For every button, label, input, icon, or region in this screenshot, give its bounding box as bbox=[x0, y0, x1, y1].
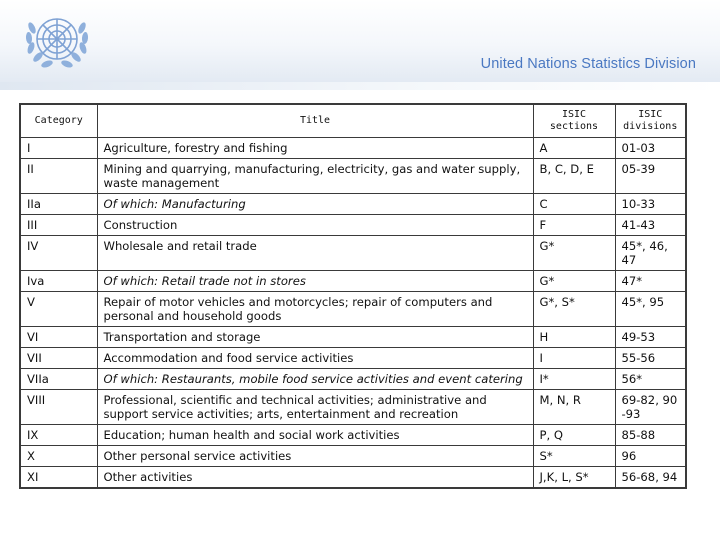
cell-title: Of which: Retail trade not in stores bbox=[97, 271, 533, 292]
cell-divisions: 56* bbox=[615, 369, 686, 390]
table-header-row bbox=[20, 104, 686, 138]
cell-title: Other activities bbox=[97, 467, 533, 489]
cell-sections: A bbox=[533, 138, 615, 159]
cell-title: Transportation and storage bbox=[97, 327, 533, 348]
cell-divisions: 45*, 95 bbox=[615, 292, 686, 327]
cell-category: VIIa bbox=[20, 369, 97, 390]
table-row bbox=[20, 467, 686, 489]
cell-divisions: 55-56 bbox=[615, 348, 686, 369]
column-header-title: Title bbox=[97, 104, 533, 138]
cell-category: IIa bbox=[20, 194, 97, 215]
cell-category: V bbox=[20, 292, 97, 327]
table-row bbox=[20, 327, 686, 348]
cell-sections: B, C, D, E bbox=[533, 159, 615, 194]
cell-sections: I bbox=[533, 348, 615, 369]
cell-divisions: 56-68, 94 bbox=[615, 467, 686, 489]
cell-divisions: 69-82, 90 -93 bbox=[615, 390, 686, 425]
table-row bbox=[20, 194, 686, 215]
cell-category: IV bbox=[20, 236, 97, 271]
table-row bbox=[20, 215, 686, 236]
table-row bbox=[20, 369, 686, 390]
cell-divisions: 05-39 bbox=[615, 159, 686, 194]
cell-title: Other personal service activities bbox=[97, 446, 533, 467]
cell-sections: F bbox=[533, 215, 615, 236]
cell-title: Construction bbox=[97, 215, 533, 236]
cell-category: III bbox=[20, 215, 97, 236]
table-row bbox=[20, 348, 686, 369]
cell-category: I bbox=[20, 138, 97, 159]
table-row bbox=[20, 271, 686, 292]
cell-sections: G* bbox=[533, 236, 615, 271]
cell-divisions: 85-88 bbox=[615, 425, 686, 446]
table-row bbox=[20, 159, 686, 194]
table-body bbox=[20, 138, 686, 489]
table-row bbox=[20, 236, 686, 271]
cell-sections: I* bbox=[533, 369, 615, 390]
cell-title: Mining and quarrying, manufacturing, electricity, gas and water supply, waste management bbox=[97, 159, 533, 194]
table-row bbox=[20, 138, 686, 159]
cell-category: VIII bbox=[20, 390, 97, 425]
cell-category: II bbox=[20, 159, 97, 194]
cell-sections: P, Q bbox=[533, 425, 615, 446]
table-row bbox=[20, 425, 686, 446]
cell-title: Repair of motor vehicles and motorcycles; repair of computers and personal and household goods bbox=[97, 292, 533, 327]
cell-sections: J,K, L, S* bbox=[533, 467, 615, 489]
cell-sections: G*, S* bbox=[533, 292, 615, 327]
table-container bbox=[19, 103, 687, 489]
isic-table bbox=[19, 103, 687, 489]
cell-title: Professional, scientific and technical activities; administrative and support service activities; arts, entertainment and recreation bbox=[97, 390, 533, 425]
cell-sections: M, N, R bbox=[533, 390, 615, 425]
table-row bbox=[20, 390, 686, 425]
cell-sections: G* bbox=[533, 271, 615, 292]
cell-sections: H bbox=[533, 327, 615, 348]
cell-divisions: 49-53 bbox=[615, 327, 686, 348]
cell-divisions: 01-03 bbox=[615, 138, 686, 159]
cell-divisions: 45*, 46, 47 bbox=[615, 236, 686, 271]
cell-sections: S* bbox=[533, 446, 615, 467]
cell-title: Accommodation and food service activities bbox=[97, 348, 533, 369]
cell-sections: C bbox=[533, 194, 615, 215]
cell-category: X bbox=[20, 446, 97, 467]
column-header-category: Category bbox=[20, 104, 97, 138]
cell-title: Of which: Manufacturing bbox=[97, 194, 533, 215]
cell-divisions: 47* bbox=[615, 271, 686, 292]
cell-category: IX bbox=[20, 425, 97, 446]
column-header-divisions: ISIC divisions bbox=[615, 104, 686, 138]
un-emblem-icon bbox=[18, 6, 96, 76]
brand-title: United Nations Statistics Division bbox=[480, 56, 696, 72]
cell-category: Iva bbox=[20, 271, 97, 292]
cell-category: VII bbox=[20, 348, 97, 369]
cell-divisions: 96 bbox=[615, 446, 686, 467]
cell-divisions: 41-43 bbox=[615, 215, 686, 236]
cell-category: VI bbox=[20, 327, 97, 348]
table-row bbox=[20, 292, 686, 327]
table-row bbox=[20, 446, 686, 467]
header-band bbox=[0, 82, 720, 90]
cell-title: Of which: Restaurants, mobile food service activities and event catering bbox=[97, 369, 533, 390]
header bbox=[0, 0, 720, 82]
cell-title: Education; human health and social work activities bbox=[97, 425, 533, 446]
cell-divisions: 10-33 bbox=[615, 194, 686, 215]
cell-category: XI bbox=[20, 467, 97, 489]
cell-title: Agriculture, forestry and fishing bbox=[97, 138, 533, 159]
cell-title: Wholesale and retail trade bbox=[97, 236, 533, 271]
column-header-sections: ISIC sections bbox=[533, 104, 615, 138]
